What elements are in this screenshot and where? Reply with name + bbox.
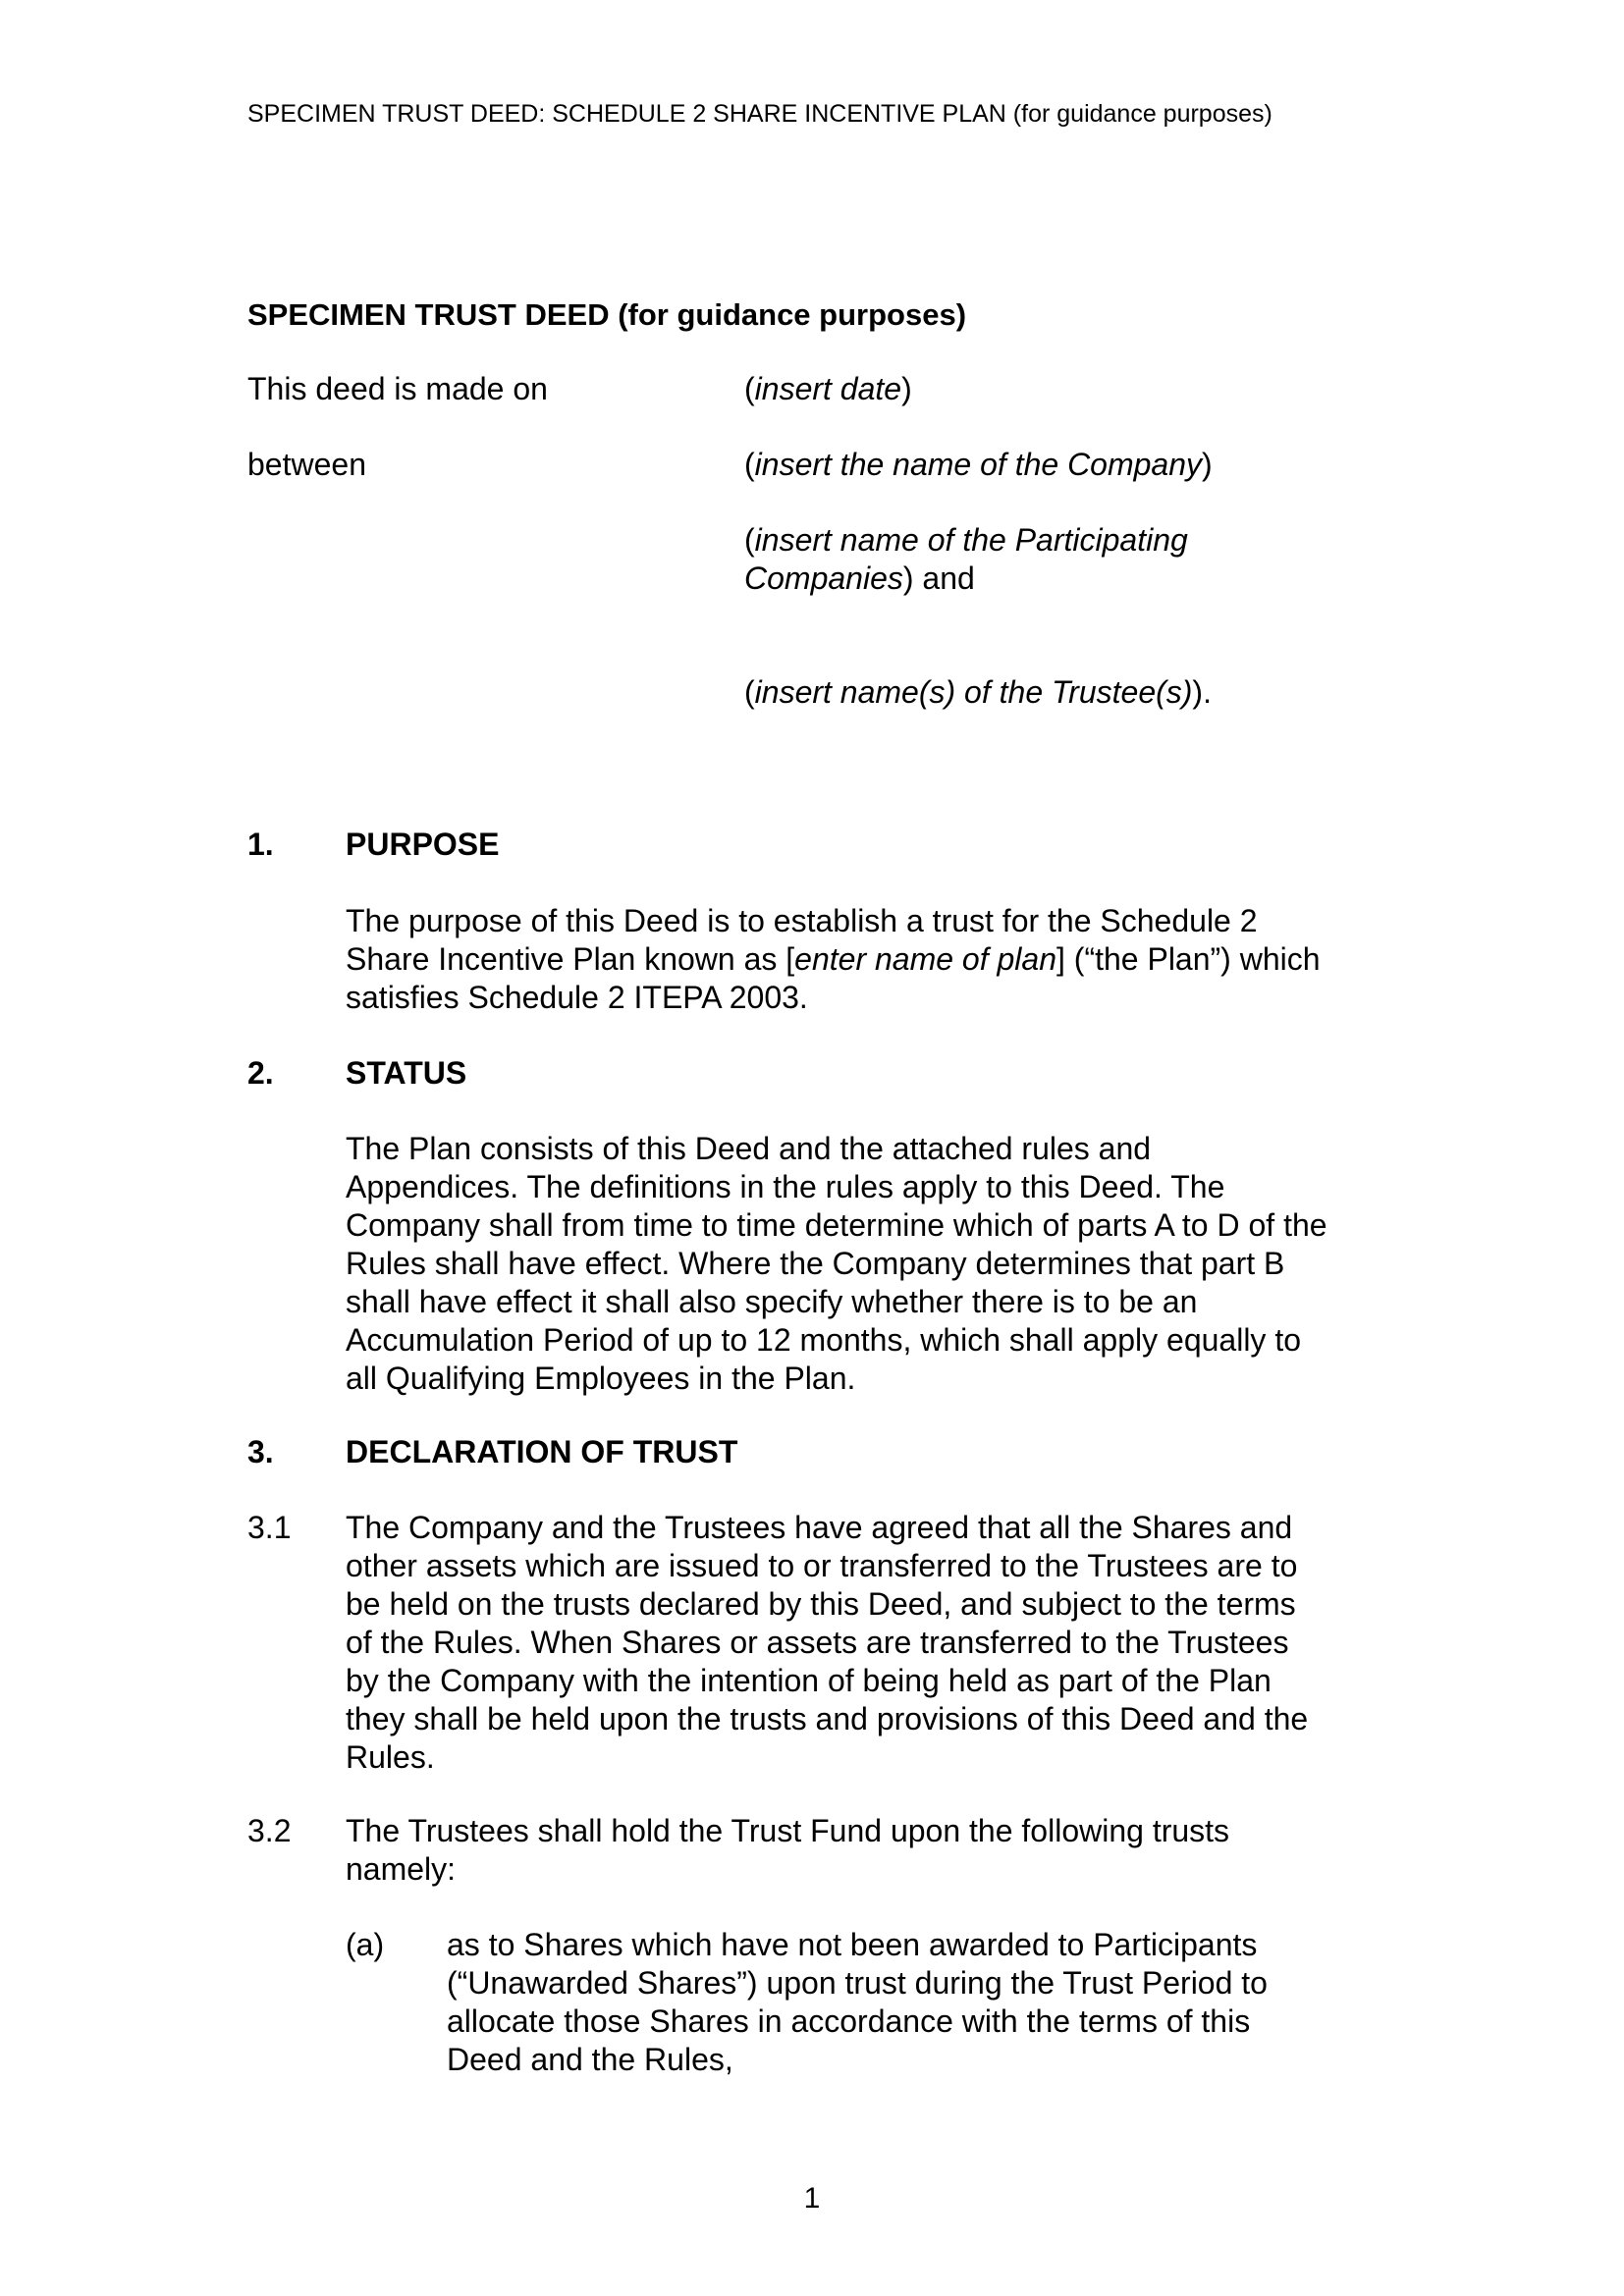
- running-header: SPECIMEN TRUST DEED: SCHEDULE 2 SHARE INCENTIVE PLAN (for guidance purposes): [247, 100, 1272, 128]
- section-3-number: 3.: [247, 1434, 274, 1469]
- clause-3-1-number: 3.1: [247, 1510, 292, 1545]
- clause-3-1-text: The Company and the Trustees have agreed that all the Shares and other assets which are issued to or transferred to the Trustees are to be held on the trusts declared by this Deed, and subject to the terms of the Rules. When Shares or assets are transferred to the Trustees by the Company with the intention of being held as part of the Plan they shall be held upon the trusts and provisions of this Deed and the Rules.: [346, 1510, 1309, 1775]
- clause-3-2-number: 3.2: [247, 1813, 292, 1848]
- section-1-heading: PURPOSE: [346, 827, 500, 862]
- section-2-number: 2.: [247, 1055, 274, 1091]
- section-2-heading: STATUS: [346, 1055, 467, 1091]
- company-placeholder: (insert the name of the Company): [744, 447, 1213, 482]
- between-label: between: [247, 447, 366, 482]
- section-1-number: 1.: [247, 827, 274, 862]
- document-title: SPECIMEN TRUST DEED (for guidance purposes): [247, 297, 967, 332]
- clause-3-2-a-text: as to Shares which have not been awarded to Participants (“Unawarded Shares”) upon trust during the Trust Period to allocate those Shares in accordance with the terms of this Deed and the Rules,: [447, 1927, 1268, 2077]
- made-on-value: (insert date): [744, 371, 912, 406]
- participating-companies-placeholder: (insert name of the Participating Companies) and: [744, 522, 1188, 596]
- section-1-text: The purpose of this Deed is to establish a trust for the Schedule 2 Share Incentive Plan known as [enter name of plan] (“the Plan”) which satisfies Schedule 2 ITEPA 2003.: [346, 903, 1321, 1015]
- trustees-placeholder: (insert name(s) of the Trustee(s)).: [744, 674, 1212, 710]
- section-3-heading: DECLARATION OF TRUST: [346, 1434, 738, 1469]
- section-2-text: The Plan consists of this Deed and the attached rules and Appendices. The definitions in the rules apply to this Deed. The Company shall from time to time determine which of parts A to D of the Rules shall have effect. Where the Company determines that part B shall have effect it shall also specify whether there is to be an Accumulation Period of up to 12 months, which shall apply equally to all Qualifying Employees in the Plan.: [346, 1131, 1327, 1396]
- clause-3-2-a-label: (a): [346, 1927, 385, 1962]
- clause-3-2-text: The Trustees shall hold the Trust Fund upon the following trusts namely:: [346, 1813, 1230, 1887]
- page-number: 1: [803, 2182, 821, 2215]
- made-on-label: This deed is made on: [247, 371, 548, 406]
